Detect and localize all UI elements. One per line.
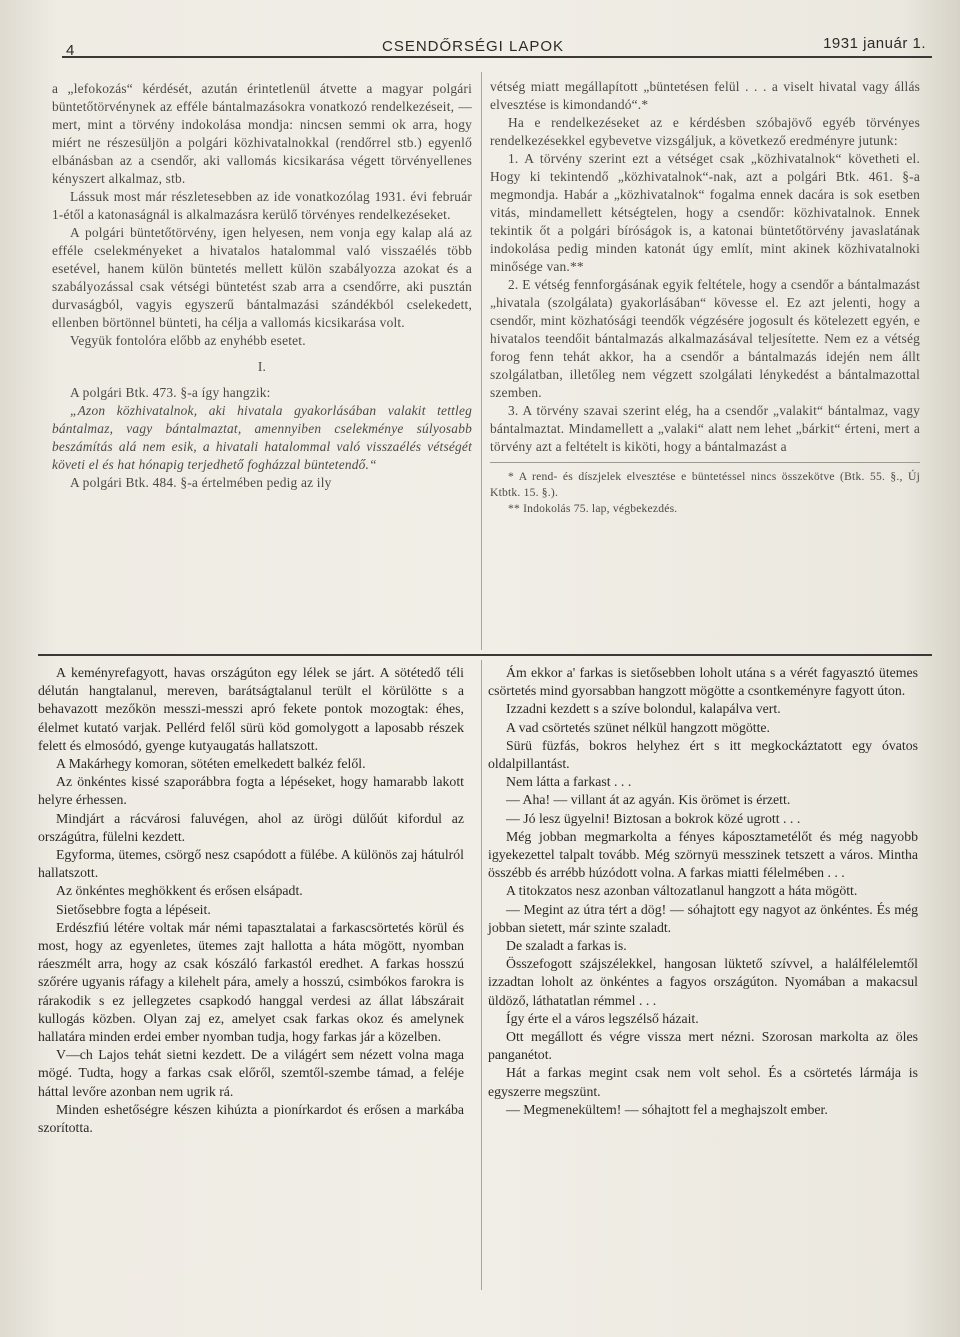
publication-title: CSENDŐRSÉGI LAPOK [382, 38, 565, 55]
paragraph: Így érte el a város legszélső házait. [506, 1010, 699, 1026]
story-column-left [38, 664, 464, 1137]
paragraph: Sietősebbre fogta a lépéseit. [56, 901, 211, 917]
paragraph: 1. A törvény szerint ezt a vétséget csak „közhivatalnok“ követheti el. Hogy ki tekintendő „közhivatalnok“-nak, azt a polgári Btk. 461. §-a megmondja. Habár a „közhivatalnok“ fogalma ennek dacára is sok esetben vitás, mindamellett kétségtelen, hogy a csendőr: közhivatalnok. Ennek tekintik őt a polgári bíróságok is, a katonai büntetőtörvény javaslatának indokolása pedig minden katonát úgy említ, mint akinek közhivatalnoki minősége van.** [490, 151, 920, 274]
paragraph: Ám ekkor a' farkas is sietősebben loholt utána s a vérét fagyasztó ütemes csörtetés mind gyorsabban hangzott mögötte a csontkeményre fagyott úton. [488, 665, 918, 699]
footnotes [490, 462, 920, 517]
paragraph: A titokzatos nesz azonban változatlanul hangzott a háta mögött. [506, 883, 858, 899]
paragraph: Ott megállott és végre vissza mert nézni. Szorosan markolta az öles panganétot. [488, 1029, 918, 1063]
footnote: ** Indokolás 75. lap, végbekezdés. [508, 502, 678, 515]
paragraph: Mindjárt a rácvárosi faluvégen, ahol az ürögi dülőút kifordul az országútra, fülelni kezdett. [38, 810, 464, 844]
column-divider-bottom [481, 660, 482, 1290]
article-column-right [490, 78, 920, 517]
paragraph: V—ch Lajos tehát sietni kezdett. De a világért sem nézett volna maga mögé. Tudta, hogy a farkas csak előről, szemtől-szembe támad, a feléje háttal levőre azonban nem ugrik rá. [38, 1047, 464, 1099]
paragraph: Lássuk most már részletesebben az ide vonatkozólag 1931. évi február 1-étől a katonaságnál is alkalmazásra kerülő törvényes rendelkezéseket. [52, 189, 472, 222]
paragraph: Nem látta a farkast . . . [506, 774, 632, 790]
paragraph: Izzadni kezdett s a szíve bolondul, kalapálva vert. [506, 701, 781, 717]
paragraph: A polgári büntetőtörvény, igen helyesen, nem vonja egy kalap alá az efféle cselekményeket a hivatalos hatalommal való visszaélés több esetével, hanem külön büntetés mellett külön szabályozza azokat és a szabályozással csak vétségi büntetést szab arra a csendőrre, aki pusztán durvaságból, vagyis egyszerű bántalmazási szándékból cselekedett, ellenben börtönnel bünteti, ha célja a vallomás kicsikarása volt. [52, 225, 472, 330]
paragraph: Összefogott szájszélekkel, hangosan lüktető szívvel, a halálfélelemtől izzadtan loholt az önkéntes a fagyos országúton. Nyomában a makacsul üldöző, láthatatlan rémmel . . . [488, 956, 918, 1008]
section-separator [38, 654, 932, 656]
paragraph: Minden eshetőségre készen kihúzta a pionírkardot és erősen a markába szorította. [38, 1101, 464, 1136]
page-number: 4 [66, 42, 75, 59]
paragraph: Az önkéntes meghökkent és erősen elsápadt. [56, 883, 303, 899]
article-column-left [52, 80, 472, 492]
paragraph: A polgári Btk. 473. §-a így hangzik: [70, 385, 271, 400]
paragraph: A keményrefagyott, havas országúton egy lélek se járt. A sötétedő téli délután hangtalanul, mereven, barátságtalanul terült el körülötte s a behavazott mezőkön messzi-messzi apró fekete pontok mozogtak: éhes, élelmet kutató varjak. Pellérd felől sürü köd gomolygott a laposabb részek felett és elmosódó, gyenge kutyaugatás hallatszott. [38, 665, 464, 753]
paragraph: Ha e rendelkezéseket az e kérdésben szóbajövő egyéb törvényes rendelkezésekkel egybevetve vizsgáljuk, a következő eredményre jutunk: [490, 115, 920, 148]
issue-date: 1931 január 1. [823, 35, 926, 52]
paragraph: Egyforma, ütemes, csörgő nesz csapódott a fülébe. A különös zaj hátulról hallatszott. [38, 847, 464, 881]
paragraph: — Aha! — villant át az agyán. Kis örömet is érzett. [506, 792, 791, 808]
story-column-right [488, 664, 918, 1119]
paragraph: De szaladt a farkas is. [506, 938, 627, 954]
paragraph: Hát a farkas megint csak nem volt sehol. És a csörtetés lármája is egyszerre megszünt. [488, 1065, 918, 1099]
page-header [62, 30, 932, 58]
paragraph: 3. A törvény szavai szerint elég, ha a csendőr „valakit“ bántalmaz, vagy bántalmaztat. Mindamellett a „valaki“ alatt nem lehet „bárkit“ érteni, mert a törvény azt a feltételt is kiköti, hogy a bántalmazást a [490, 403, 920, 454]
law-quote: „Azon közhivatalnok, aki hivatala gyakorlásában valakit tettleg bántalmaz, vagy bántalmaztat, amennyiben cselekménye súlyosabb beszámítás alá nem esik, a hivatali hatalommal való visszaélés vétségét követi el és hat hónapig terjedhető fogházzal büntetendő.“ [52, 403, 472, 472]
paragraph: — Megint az útra tért a dög! — sóhajtott egy nagyot az önkéntes. És még jobban sietett, már szinte szaladt. [488, 901, 918, 935]
paragraph: — Megmenekültem! — sóhajtott fel a meghajszolt ember. [506, 1101, 828, 1117]
footnote: * A rend- és díszjelek elvesztése e büntetéssel nincs összekötve (Btk. 55. §., Új Ktbtk. 15. §.). [490, 470, 920, 499]
paragraph: Sürü füzfás, bokros helyhez ért s itt megkockáztatott egy óvatos oldalpillantást. [488, 737, 918, 772]
paragraph: Az önkéntes kissé szaporábbra fogta a lépéseket, hogy hamarabb lakott helyre érhessen. [38, 774, 464, 808]
section-numeral: I. [257, 359, 267, 374]
paragraph: Vegyük fontolóra előbb az enyhébb esetet. [70, 333, 306, 348]
paragraph: a „lefokozás“ kérdését, azután érintetlenül átvette a magyar polgári büntetőtörvénynek az efféle bántalmazásokra vonatkozó rendelkezéseit, — mert, mint a törvény indokolása mondja: nincsen semmi ok arra, hogy miért ne részesüljön a polgári közhivatalnokkal (rendőrrel stb.) egyenlő elbánásban az a csendőr, aki vallomás kicsikarása végett törvényellenes kényszert alkalmaz, stb. [52, 81, 472, 186]
paragraph: 2. E vétség fennforgásának egyik feltétele, hogy a csendőr a bántalmazást „hivatala (szolgálata) gyakorlásában“ kövesse el. Ez azt jelenti, hogy a csendőr, mint közhatósági teendők végzésére jogosult és kötelezett egyén, e hivatalos teendőit bántalmazás alkalmazásával teljesítette. Nem ez a vétség forog fenn tehát akkor, ha a csendőr a bántalmazás idején nem állt szolgálatban, illetőleg nem végzett szolgálati lénykedést a bántalmazottal szemben. [490, 277, 920, 400]
paragraph: Erdészfiú létére voltak már némi tapasztalatai a farkascsörtetés körül és most, hogy az egyenletes, ütemes zajt hallotta a háta mögött, nyomban ráeszmélt arra, hogy az csak kószáló farkastól eredhet. A farkas hosszú szőrére ugyanis ráfagy a kilehelt pára, amely a hosszú, csimbókos farokra is rárakodik s ez jellegzetes csapkodó hanggal verdesi az állat lábszárait kullogás közben. Olyan zaj ez, amelyet csak farkas okoz és amelynek hallatára minden erdei ember nyomban tudja, hogy farkas jár a közelben. [38, 919, 464, 1045]
paragraph: — Jó lesz ügyelni! Biztosan a bokrok közé ugrott . . . [506, 810, 801, 826]
paragraph: A polgári Btk. 484. §-a értelmében pedig az ily [70, 475, 332, 490]
paragraph: Még jobban megmarkolta a fényes káposztametélőt és még nagyobb igyekezettel talpalt tovább. Még szörnyü messzinek tetszett a város. Mintha összébb és arrébb húzódott volna. A farkas miatti félelmében . . . [488, 828, 918, 881]
column-divider-top [481, 72, 482, 650]
paragraph: A Makárhegy komoran, sötéten emelkedett balkéz felől. [56, 756, 366, 772]
paragraph: vétség miatt megállapított „büntetésen felül . . . a viselt hivatal vagy állás elvesztése is kimondandó“.* [490, 79, 920, 112]
paragraph: A vad csörtetés szünet nélkül hangzott mögötte. [506, 719, 770, 735]
